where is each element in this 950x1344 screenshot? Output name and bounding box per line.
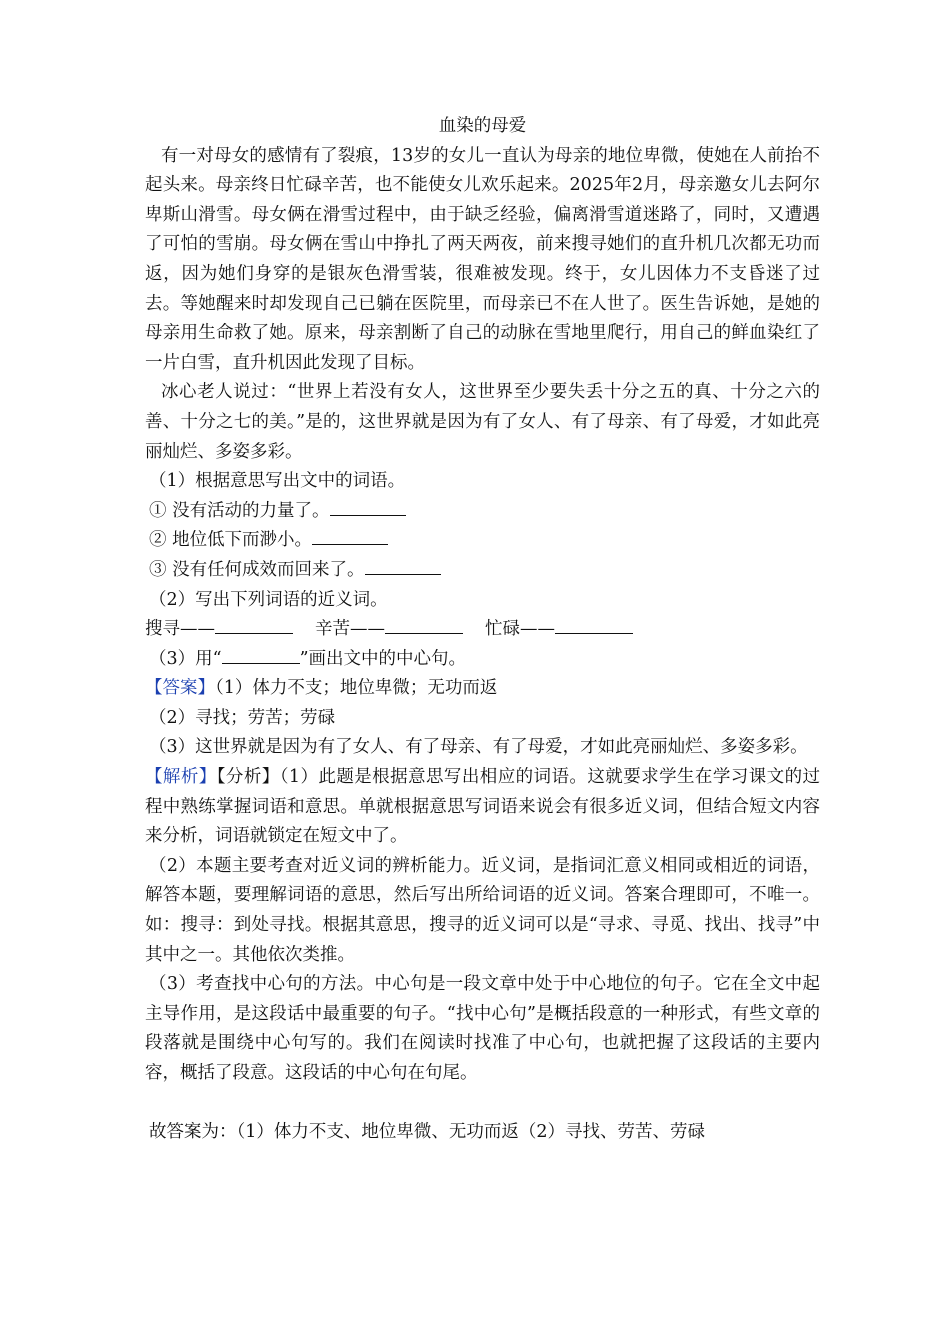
question-2-stem: （2）写出下列词语的近义词。 <box>149 589 388 610</box>
answer-line-3: （3）这世界就是因为有了女人、有了母亲、有了母爱，才如此亮丽灿烂、多姿多彩。 <box>149 737 808 758</box>
question-2-synonym-row <box>145 615 820 645</box>
answer-blank <box>312 526 388 545</box>
answer-blank <box>555 615 633 634</box>
answer-tag: 【答案】 <box>145 678 215 699</box>
paragraph-spacer <box>145 1089 820 1118</box>
analysis-paragraph-3: （3）考查找中心句的方法。中心句是一段文章中处于中心地位的句子。它在全文中起主导作用，是这段话中最重要的句子。“找中心句”是概括段意的一种形式，有些文章的段落就是围绕中心句写的。我们在阅读时找准了中心句，也就把握了这段话的主要内容，概括了段意。这段话的中心句在句尾。 <box>145 974 820 1083</box>
synonym-word-2: 辛苦—— <box>315 619 385 640</box>
question-1-stem: （1）根据意思写出文中的词语。 <box>149 471 406 492</box>
passage-paragraph-1: 有一对母女的感情有了裂痕，13岁的女儿一直认为母亲的地位卑微，使她在人前抬不起头来。母亲终日忙碌辛苦，也不能使女儿欢乐起来。2025年2月，母亲邀女儿去阿尔卑斯山滑雪。母女俩在滑雪过程中，由于缺乏经验，偏离滑雪道迷路了，同时，又遭遇了可怕的雪崩。母女俩在雪山中挣扎了两天两夜，前来搜寻她们的直升机几次都无功而返，因为她们身穿的是银灰色滑雪装，很难被发现。终于，女儿因体力不支昏迷了过去。等她醒来时却发现自己已躺在医院里，而母亲已不在人世了。医生告诉她，是她的母亲用生命救了她。原来，母亲割断了自己的动脉在雪地里爬行，用自己的鲜血染红了一片白雪，直升机因此发现了目标。 <box>145 145 820 373</box>
analysis-paragraph-1: 【解析】【分析】（1）此题是根据意思写出相应的词语。这就要求学生在学习课文的过程中熟练掌握词语和意思。单就根据意思写词语来说会有很多近义词，但结合短文内容来分析，词语就锁定在短文中了。 <box>145 767 821 847</box>
analysis-sub-tag: 【分析】 <box>216 767 280 788</box>
document-page <box>145 112 820 1147</box>
document-title: 血染的母爱 <box>438 116 527 136</box>
question-3: （3）用“ ”画出文中的中心句。 <box>145 645 820 675</box>
answer-blank <box>330 497 406 516</box>
question-1-item-2: ② 地位低下而渺小。 <box>145 526 820 556</box>
synonym-word-3: 忙碌—— <box>485 619 555 640</box>
question-1-item-1: ① 没有活动的力量了。 <box>145 497 820 527</box>
answer-blank <box>215 615 293 634</box>
question-1-item-3: ③ 没有任何成效而回来了。 <box>145 556 820 586</box>
answer-blank <box>365 556 441 575</box>
final-answer: 故答案为：（1）体力不支、地位卑微、无功而返（2）寻找、劳苦、劳碌 <box>149 1121 706 1142</box>
synonym-word-1: 搜寻—— <box>145 619 215 640</box>
answer-blank <box>222 645 300 664</box>
passage-paragraph-2: 冰心老人说过：“世界上若没有女人，这世界至少要失丢十分之五的真、十分之六的善、十分之七的美。”是的，这世界就是因为有了女人、有了母亲、有了母爱，才如此亮丽灿烂、多姿多彩。 <box>145 382 820 462</box>
analysis-paragraph-2: （2）本题主要考查对近义词的辨析能力。近义词，是指词汇意义相同或相近的词语，解答本题，要理解词语的意思，然后写出所给词语的近义词。答案合理即可，不唯一。如：搜寻：到处寻找。根据其意思，搜寻的近义词可以是“寻求、寻觅、找出、找寻”中其中之一。其他依次类推。 <box>145 855 820 965</box>
answer-line-2: （2）寻找；劳苦；劳碌 <box>149 707 336 728</box>
answer-line-1: 【答案】（1）体力不支；地位卑微；无功而返 <box>145 678 498 699</box>
analysis-tag: 【解析】 <box>145 767 217 788</box>
answer-blank <box>385 615 463 634</box>
